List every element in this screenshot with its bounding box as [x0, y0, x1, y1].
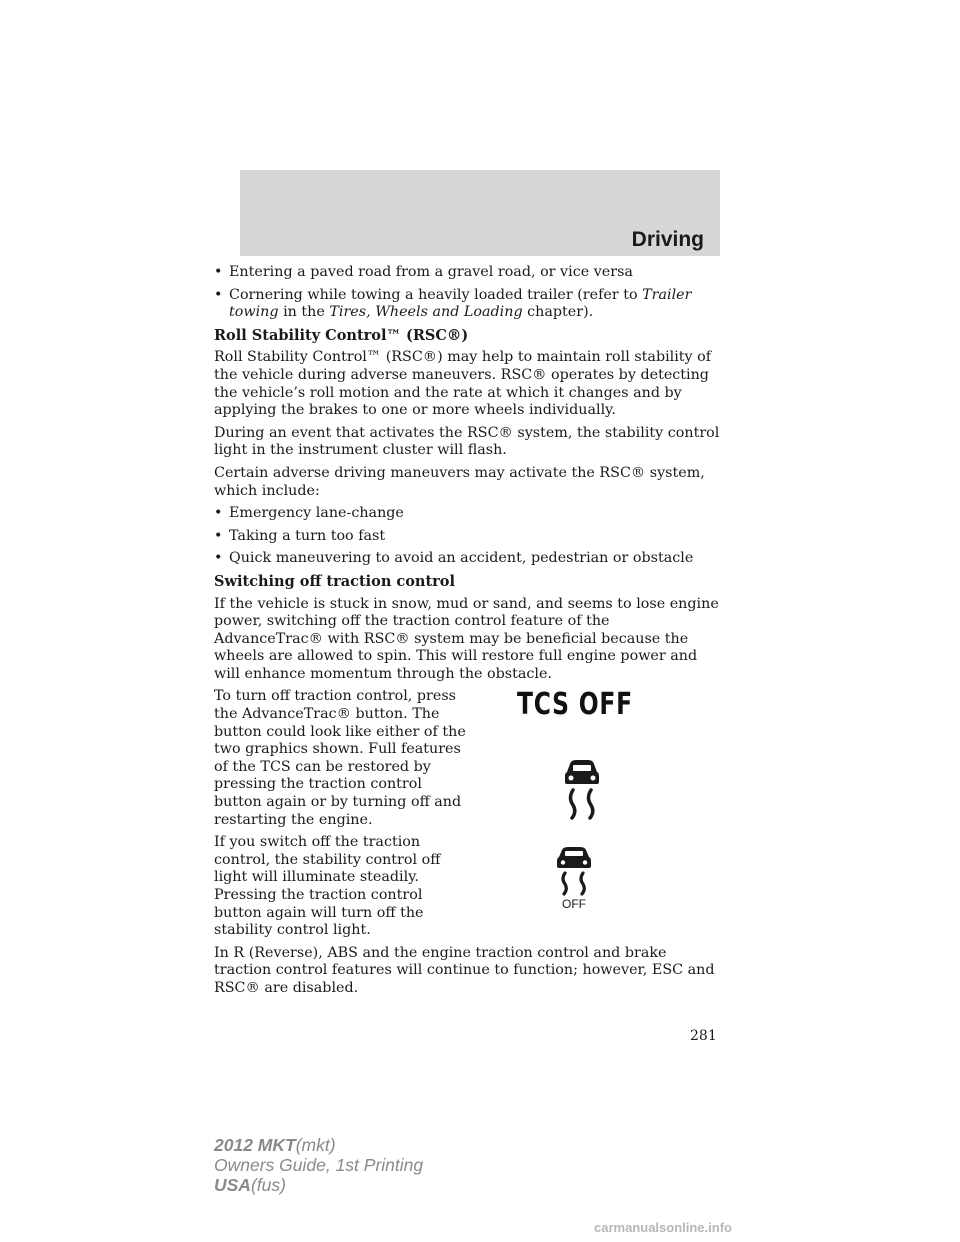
section-title: Driving [631, 228, 704, 251]
list-item-text: Emergency lane-change [229, 505, 404, 522]
rsc-heading: Roll Stability Control™ (RSC®) [214, 326, 469, 344]
tcs-off-graphic: TCS OFF [517, 687, 633, 723]
paragraph: During an event that activates the RSC® system, the stability control light in the instrument cluster will flash. [214, 424, 720, 459]
traction-two-column [214, 688, 722, 944]
traction-heading: Switching off traction control [214, 572, 455, 590]
bullet-dot: • [214, 505, 223, 522]
paragraph: In R (Reverse), ABS and the engine traction control and brake traction control features will continue to function; however, ESC and RSC® are disabled. [214, 944, 715, 996]
page-number: 281 [690, 1028, 717, 1044]
list-item [214, 528, 722, 546]
footer-line: USA(fus) [214, 1175, 286, 1195]
list-item-text: Taking a turn too fast [229, 527, 386, 544]
stability-control-off-icon [554, 846, 594, 910]
paragraph: Certain adverse driving maneuvers may activate the RSC® system, which include: [214, 464, 705, 499]
list-item [214, 550, 722, 568]
traction-text-column [214, 688, 472, 944]
stability-control-icon [562, 758, 602, 820]
paragraph: If the vehicle is stuck in snow, mud or sand, and seems to lose engine power, switching off the traction control feature of the AdvanceTrac® with RSC® system may be beneficial because the wheels are allowed to spin. This will restore full engine power and will enhance momentum through the obstacle. [214, 595, 719, 682]
list-item-text: Entering a paved road from a gravel road, or vice versa [229, 264, 633, 280]
bullet-dot: • [214, 286, 223, 303]
cross-reference: Tires, Wheels and Loading [329, 304, 523, 321]
list-item [214, 264, 722, 282]
list-item [214, 505, 722, 523]
off-label: OFF [562, 897, 586, 911]
watermark-link[interactable]: carmanualsonline.info [594, 1220, 732, 1235]
list-item-text: Quick maneuvering to avoid an accident, pedestrian or obstacle [229, 550, 694, 567]
paragraph: To turn off traction control, press the AdvanceTrac® button. The button could look like either of the two graphics shown. Full features of the TCS can be restored by pressing the traction control button again or by turning off and restarting the engine. [214, 688, 466, 828]
list-item [214, 287, 722, 322]
list-item-text: Cornering while towing a heavily loaded trailer (refer to Trailer towing in the Tires, Wheels and Loading chapter). [229, 286, 692, 321]
cross-reference: Trailer towing [229, 286, 692, 321]
bullet-dot: • [214, 527, 223, 544]
page-content [214, 264, 722, 1003]
bullet-dot: • [214, 550, 223, 567]
section-header-band [240, 170, 720, 256]
footer-line: 2012 MKT(mkt) [214, 1135, 336, 1155]
footer-line: Owners Guide, 1st Printing [214, 1155, 424, 1175]
footer-print-info [214, 1135, 423, 1195]
bullet-dot: • [214, 264, 223, 280]
paragraph: If you switch off the traction control, the stability control off light will illuminate steadily. Pressing the traction control button again will turn off the stability control light. [214, 834, 441, 939]
paragraph: Roll Stability Control™ (RSC®) may help to maintain roll stability of the vehicle during adverse maneuvers. RSC® operates by detecting the vehicle’s roll motion and the rate at which it changes and by applying the brakes to one or more wheels individually. [214, 349, 712, 419]
traction-graphics-column [472, 688, 722, 944]
